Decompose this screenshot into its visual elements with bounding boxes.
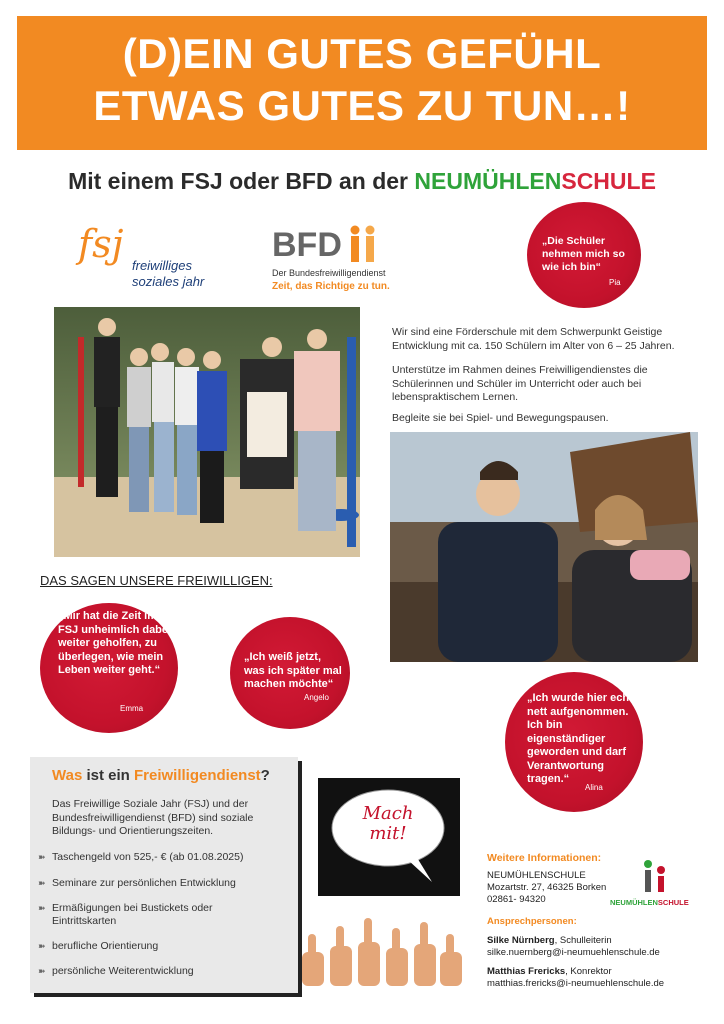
quote-emma — [40, 603, 178, 733]
thumbs-up-image — [300, 912, 465, 988]
group-photo-illustration — [54, 307, 360, 557]
bullet-arrow-icon: ➽ — [38, 941, 46, 951]
bullet-arrow-icon: ➽ — [38, 966, 46, 976]
volunteers-heading: DAS SAGEN UNSERE FREIWILLIGEN: — [40, 573, 273, 588]
bullet-arrow-icon: ➽ — [38, 903, 46, 913]
quote-pia-name: Pia — [609, 278, 621, 287]
info-bullet-1-text: Taschengeld von 525,- € (ab 01.08.2025) — [52, 851, 244, 863]
contact-persons-heading: Ansprechpersonen: — [487, 916, 577, 927]
info-box-title-b: ist ein — [82, 767, 134, 784]
info-bullet-1 — [38, 851, 243, 864]
contact-heading: Weitere Informationen: — [487, 852, 602, 864]
contact-person-2-role: , Konrektor — [565, 966, 612, 977]
fsj-logo-line1: freiwilliges — [132, 258, 192, 273]
quote-pia-text: „Die Schüler nehmen mich so wie ich bin“ — [542, 235, 625, 273]
contact-school: NEUMÜHLENSCHULE — [487, 870, 586, 881]
quote-pia — [527, 202, 641, 308]
mach-mit-text: Mach mit! — [362, 803, 414, 844]
contact-person-2 — [487, 966, 612, 978]
contact-person-1-name: Silke Nürnberg — [487, 935, 555, 946]
intro-paragraph-2: Unterstütze im Rahmen deines Freiwilligendienstes die Schülerinnen und Schüler im Unterricht oder auch bei lebenspraktischem Lernen. — [392, 364, 648, 403]
quote-angelo — [230, 617, 350, 729]
bfd-figures-icon — [346, 224, 380, 264]
bullet-arrow-icon: ➽ — [38, 852, 46, 862]
header-banner — [17, 16, 707, 150]
info-bullet-2 — [38, 877, 236, 890]
contact-address: Mozartstr. 27, 46325 Borken — [487, 882, 607, 893]
contact-person-2-email[interactable]: matthias.frericks@i-neumuehlenschule.de — [487, 978, 665, 989]
info-box-title — [52, 767, 270, 784]
school-logo-name-red: SCHULE — [657, 898, 689, 907]
info-bullet-3-text: Ermäßigungen bei Bustickets oder Eintrittskarten — [52, 902, 213, 927]
contact-person-1-email[interactable]: silke.nuernberg@i-neumuehlenschule.de — [487, 947, 660, 958]
school-logo-name-green: NEUMÜHLEN — [610, 898, 658, 907]
bfd-logo-mark: BFD — [272, 226, 342, 264]
info-bullet-5 — [38, 965, 194, 978]
bfd-logo-line1: Der Bundesfreiwilligendienst — [272, 268, 386, 278]
info-box-title-c: Freiwilligendienst — [133, 767, 261, 784]
playground-photo — [390, 432, 698, 662]
contact-person-1-role: , Schulleiterin — [554, 935, 612, 946]
info-bullet-4 — [38, 940, 158, 953]
quote-emma-text: „Mir hat die Zeit im FSJ unheimlich dabei weiter geholfen, zu überlegen, wie mein Leben weiter geht.“ — [58, 610, 172, 676]
info-bullet-5-text: persönliche Weiterentwicklung — [52, 965, 194, 977]
fsj-logo-mark: fsj — [78, 222, 124, 266]
info-bullet-3 — [38, 902, 238, 928]
quote-alina-text: „Ich wurde hier echt nett aufgenommen. Ich bin eigenständiger geworden und darf Verantwortung tragen.“ — [527, 692, 633, 785]
info-bullet-2-text: Seminare zur persönlichen Entwicklung — [52, 877, 236, 889]
info-bullet-4-text: berufliche Orientierung — [52, 940, 159, 952]
contact-person-1 — [487, 935, 612, 947]
fsj-logo-line2: soziales jahr — [132, 274, 205, 289]
quote-alina — [505, 672, 643, 812]
info-box-title-a: Was — [52, 767, 83, 784]
quote-alina-name: Alina — [585, 783, 603, 792]
subtitle — [0, 168, 724, 195]
volunteers-group-photo — [54, 307, 360, 557]
bfd-logo — [272, 226, 422, 296]
banner-line-2: ETWAS GUTES ZU TUN…! — [93, 82, 631, 129]
info-box — [30, 757, 298, 993]
school-logo-figure-icon — [640, 858, 670, 894]
info-box-title-d: ? — [260, 767, 270, 784]
contact-phone: 02861- 94320 — [487, 894, 546, 905]
intro-paragraph-3: Begleite sie bei Spiel- und Bewegungspausen. — [392, 412, 609, 424]
info-box-description: Das Freiwillige Soziale Jahr (FSJ) und der Bundesfreiwilligendienst (BFD) sind soziale Bildungs- und Orientierungszeiten. — [52, 798, 254, 837]
subtitle-prefix: Mit einem FSJ oder BFD an der — [68, 168, 415, 194]
quote-angelo-text: „Ich weiß jetzt, was ich später mal machen möchte“ — [244, 651, 342, 690]
contact-person-2-name: Matthias Frericks — [487, 966, 566, 977]
intro-paragraph-1: Wir sind eine Förderschule mit dem Schwerpunkt Geistige Entwicklung mit ca. 150 Schülern im Alter von 6 – 25 Jahren. — [392, 326, 675, 352]
school-logo-name — [610, 898, 689, 907]
playground-photo-illustration — [390, 432, 698, 662]
quote-emma-name: Emma — [120, 704, 144, 713]
fsj-logo — [78, 222, 228, 302]
banner-line-1: (D)EIN GUTES GEFÜHL — [122, 30, 602, 77]
mach-mit-panel — [318, 778, 460, 896]
subtitle-school-green: NEUMÜHLEN — [414, 168, 562, 194]
quote-angelo-name: Angelo — [304, 693, 329, 702]
bfd-logo-line2: Zeit, das Richtige zu tun. — [272, 281, 390, 292]
subtitle-school-red: SCHULE — [561, 168, 656, 194]
thumbs-up-icon — [300, 912, 465, 988]
bullet-arrow-icon: ➽ — [38, 878, 46, 888]
school-logo — [610, 858, 700, 914]
